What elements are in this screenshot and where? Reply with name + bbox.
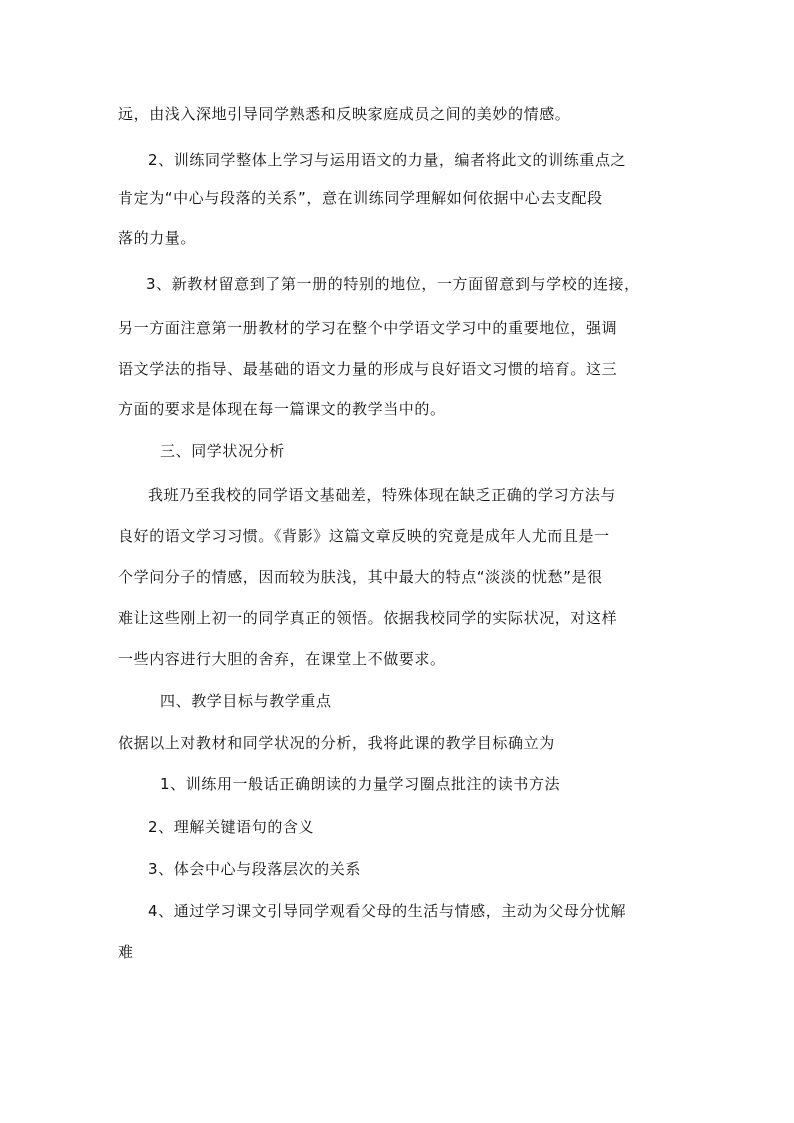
paragraph-line: 3、新教材留意到了第一册的特别的地位，一方面留意到与学校的连接， — [146, 275, 640, 293]
paragraph-line: 落的力量。 — [118, 229, 197, 247]
paragraph-line: 语文学法的指导、最基础的语文力量的形成与良好语文习惯的培育。这三 — [118, 360, 618, 378]
paragraph-line: 2、训练同学整体上学习与运用语文的力量，编者将此文的训练重点之 — [148, 151, 627, 169]
paragraph-line: 个学问分子的情感，因而较为肤浅，其中最大的特点“淡淡的忧愁”是很 — [118, 568, 603, 586]
paragraph-line: 方面的要求是体现在每一篇课文的教学当中的。 — [118, 400, 446, 418]
section-heading: 四、教学目标与教学重点 — [160, 692, 332, 710]
list-item: 2、理解关键语句的含义 — [148, 818, 315, 836]
list-item: 3、体会中心与段落层次的关系 — [148, 860, 361, 878]
list-item: 难 — [118, 943, 134, 961]
section-heading: 三、同学状况分析 — [160, 442, 285, 460]
list-item: 4、通过学习课文引导同学观看父母的生活与情感，主动为父母分忧解 — [148, 902, 627, 920]
paragraph-line: 良好的语文学习习惯。《背影》这篇文章反映的究竟是成年人尤而且是一 — [118, 527, 610, 545]
paragraph-line: 另一方面注意第一册教材的学习在整个中学语文学习中的重要地位，强调 — [118, 319, 618, 337]
paragraph-line: 难让这些刚上初一的同学真正的领悟。依据我校同学的实际状况，对这样 — [118, 609, 618, 627]
list-item: 1、训练用一般话正确朗读的力量学习圈点批注的读书方法 — [160, 775, 561, 793]
paragraph-line: 远，由浅入深地引导同学熟悉和反映家庭成员之间的美妙的情感。 — [118, 105, 571, 123]
paragraph-line: 肯定为“中心与段落的关系”，意在训练同学理解如何依据中心去支配段 — [118, 189, 603, 207]
paragraph-line: 我班乃至我校的同学语文基础差，特殊体现在缺乏正确的学习方法与 — [148, 486, 617, 504]
paragraph-line: 依据以上对教材和同学状况的分析，我将此课的教学目标确立为 — [118, 734, 555, 752]
paragraph-line: 一些内容进行大胆的舍弃，在课堂上不做要求。 — [118, 650, 446, 668]
